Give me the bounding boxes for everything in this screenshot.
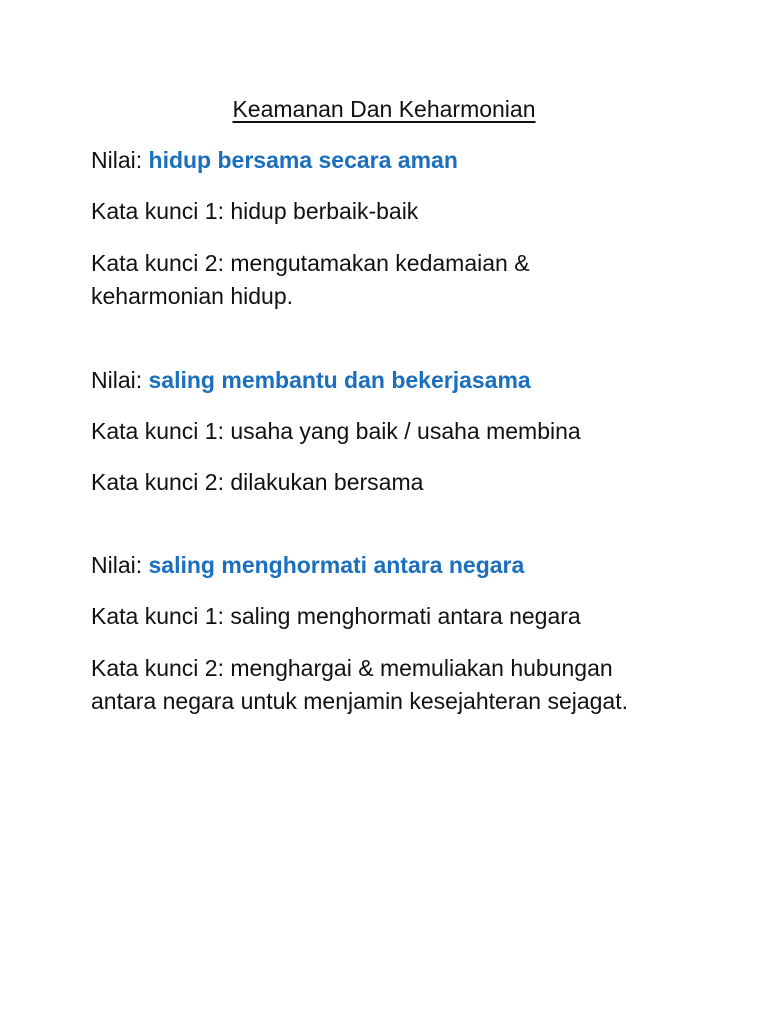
document-content [91, 145, 691, 738]
nilai-line [91, 550, 691, 581]
nilai-value: saling menghormati antara negara [148, 552, 525, 578]
kata-kunci-2: Kata kunci 2: menghargai & memuliakan hubungan antara negara untuk menjamin kesejahteran sejagat. [91, 655, 629, 714]
nilai-value: saling membantu dan bekerjasama [148, 367, 531, 393]
nilai-label: Nilai: [91, 147, 149, 173]
nilai-label: Nilai: [91, 367, 149, 393]
section-3 [91, 550, 691, 718]
nilai-value: hidup bersama secara aman [148, 147, 458, 173]
nilai-line [91, 365, 691, 396]
kata-kunci-2: Kata kunci 2: dilakukan bersama [91, 469, 424, 495]
document-title: Keamanan Dan Keharmonian [232, 96, 536, 122]
kata-kunci-1: Kata kunci 1: saling menghormati antara negara [91, 603, 581, 629]
kata-kunci-1: Kata kunci 1: usaha yang baik / usaha membina [91, 418, 581, 444]
section-2 [91, 365, 691, 498]
kata-kunci-1: Kata kunci 1: hidup berbaik-baik [91, 198, 419, 224]
nilai-label: Nilai: [91, 552, 149, 578]
nilai-line [91, 145, 691, 176]
section-1 [91, 145, 691, 313]
kata-kunci-2: Kata kunci 2: mengutamakan kedamaian & keharmonian hidup. [91, 250, 530, 309]
